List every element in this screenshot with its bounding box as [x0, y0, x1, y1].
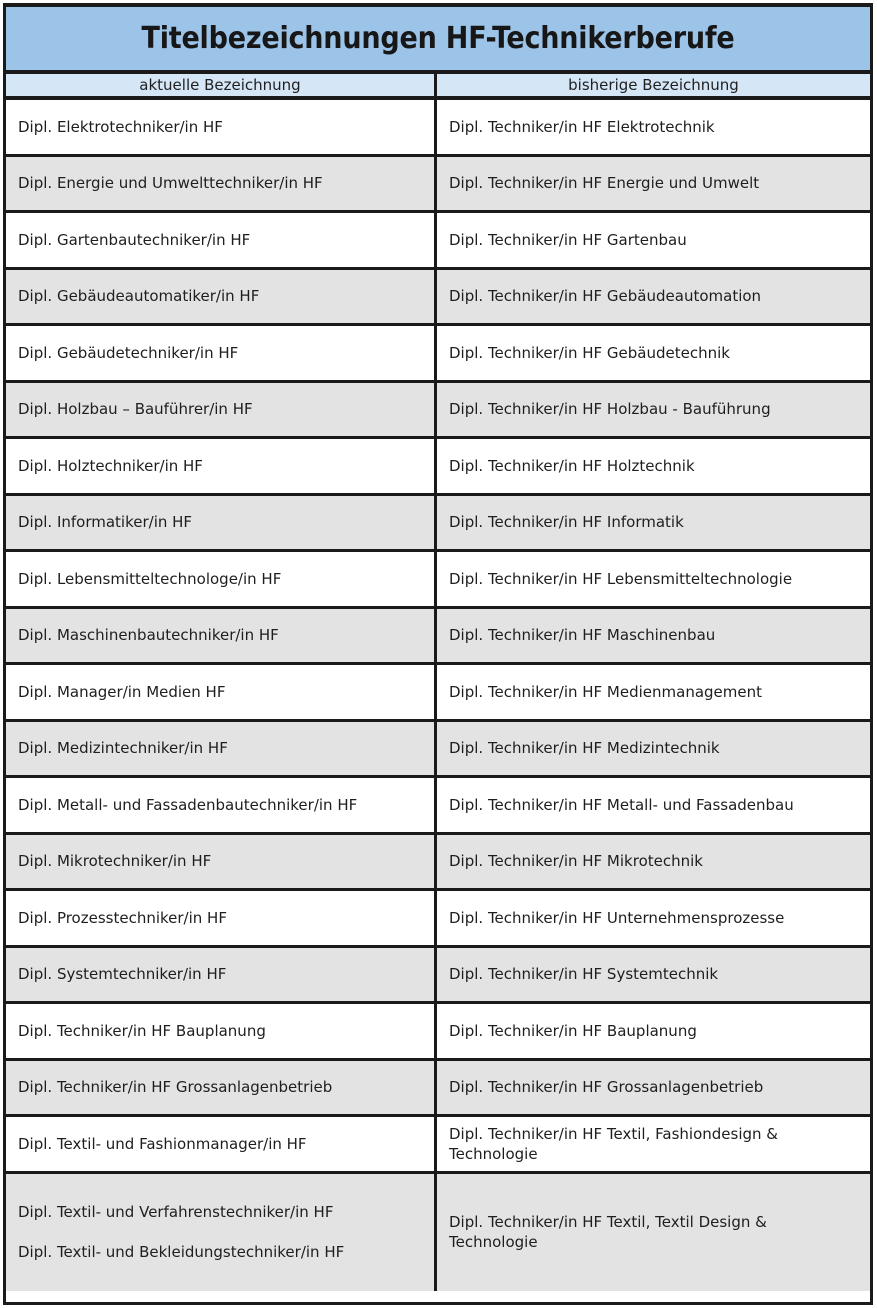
- cell-current-title: Dipl. Gartenbautechniker/in HF: [6, 213, 437, 267]
- cell-previous-title: Dipl. Techniker/in HF Grossanlagenbetrieb: [437, 1061, 870, 1115]
- column-header-current: aktuelle Bezeichnung: [6, 74, 437, 96]
- cell-previous-title: Dipl. Techniker/in HF Textil, Fashiondesign & Technologie: [437, 1117, 870, 1171]
- table-row: [6, 835, 870, 892]
- table-row: [6, 383, 870, 440]
- cell-current-title-group: [6, 1174, 437, 1291]
- cell-current-title: Dipl. Techniker/in HF Grossanlagenbetrieb: [6, 1061, 437, 1115]
- column-header-row: [6, 74, 870, 100]
- cell-previous-title: Dipl. Techniker/in HF Gartenbau: [437, 213, 870, 267]
- cell-current-title: Dipl. Lebensmitteltechnologe/in HF: [6, 552, 437, 606]
- cell-previous-title: Dipl. Techniker/in HF Holztechnik: [437, 439, 870, 493]
- cell-previous-title: Dipl. Techniker/in HF Lebensmitteltechnologie: [437, 552, 870, 606]
- page-title: Titelbezeichnungen HF-Technikerberufe: [141, 21, 735, 56]
- cell-current-title: Dipl. Systemtechniker/in HF: [6, 948, 437, 1002]
- cell-previous-title: Dipl. Techniker/in HF Energie und Umwelt: [437, 157, 870, 211]
- titles-comparison-table: [3, 3, 873, 1305]
- table-row: [6, 722, 870, 779]
- table-title-bar: [6, 7, 870, 74]
- cell-previous-title: Dipl. Techniker/in HF Bauplanung: [437, 1004, 870, 1058]
- table-row: [6, 270, 870, 327]
- column-header-previous: bisherige Bezeichnung: [437, 74, 870, 96]
- table-body: [6, 100, 870, 1291]
- cell-previous-title: Dipl. Techniker/in HF Informatik: [437, 496, 870, 550]
- cell-current-title: Dipl. Holzbau – Bauführer/in HF: [6, 383, 437, 437]
- cell-current-title: Dipl. Mikrotechniker/in HF: [6, 835, 437, 889]
- cell-current-title: Dipl. Manager/in Medien HF: [6, 665, 437, 719]
- cell-previous-title: Dipl. Techniker/in HF Systemtechnik: [437, 948, 870, 1002]
- cell-previous-title: Dipl. Techniker/in HF Textil, Textil Design & Technologie: [437, 1174, 870, 1291]
- cell-previous-title: Dipl. Techniker/in HF Mikrotechnik: [437, 835, 870, 889]
- table-row: [6, 326, 870, 383]
- cell-current-title: Dipl. Elektrotechniker/in HF: [6, 100, 437, 154]
- table-row: [6, 891, 870, 948]
- table-row: [6, 1061, 870, 1118]
- table-row: [6, 609, 870, 666]
- cell-current-title-line-1: Dipl. Textil- und Verfahrenstechniker/in HF: [18, 1202, 334, 1221]
- cell-previous-title: Dipl. Techniker/in HF Medienmanagement: [437, 665, 870, 719]
- cell-current-title-line-2: Dipl. Textil- und Bekleidungstechniker/in HF: [18, 1243, 345, 1262]
- table-row: [6, 100, 870, 157]
- cell-current-title: Dipl. Maschinenbautechniker/in HF: [6, 609, 437, 663]
- cell-current-title: Dipl. Prozesstechniker/in HF: [6, 891, 437, 945]
- table-row: [6, 157, 870, 214]
- cell-previous-title: Dipl. Techniker/in HF Gebäudetechnik: [437, 326, 870, 380]
- table-row: [6, 1117, 870, 1174]
- table-row: [6, 496, 870, 553]
- cell-previous-title: Dipl. Techniker/in HF Metall- und Fassadenbau: [437, 778, 870, 832]
- table-row: [6, 778, 870, 835]
- table-row: [6, 1004, 870, 1061]
- cell-previous-title: Dipl. Techniker/in HF Unternehmensprozesse: [437, 891, 870, 945]
- cell-previous-title: Dipl. Techniker/in HF Holzbau - Bauführung: [437, 383, 870, 437]
- cell-current-title: Dipl. Techniker/in HF Bauplanung: [6, 1004, 437, 1058]
- cell-previous-title: Dipl. Techniker/in HF Medizintechnik: [437, 722, 870, 776]
- cell-previous-title: Dipl. Techniker/in HF Elektrotechnik: [437, 100, 870, 154]
- table-row: [6, 439, 870, 496]
- table-row-merged: [6, 1174, 870, 1291]
- cell-current-title: Dipl. Energie und Umwelttechniker/in HF: [6, 157, 437, 211]
- table-row: [6, 552, 870, 609]
- cell-current-title: Dipl. Medizintechniker/in HF: [6, 722, 437, 776]
- table-row: [6, 665, 870, 722]
- table-row: [6, 213, 870, 270]
- table-row: [6, 948, 870, 1005]
- cell-current-title: Dipl. Informatiker/in HF: [6, 496, 437, 550]
- cell-current-title: Dipl. Gebäudeautomatiker/in HF: [6, 270, 437, 324]
- cell-current-title: Dipl. Metall- und Fassadenbautechniker/in HF: [6, 778, 437, 832]
- cell-current-title: Dipl. Gebäudetechniker/in HF: [6, 326, 437, 380]
- cell-previous-title: Dipl. Techniker/in HF Maschinenbau: [437, 609, 870, 663]
- cell-current-title: Dipl. Textil- und Fashionmanager/in HF: [6, 1117, 437, 1171]
- cell-current-title: Dipl. Holztechniker/in HF: [6, 439, 437, 493]
- cell-previous-title: Dipl. Techniker/in HF Gebäudeautomation: [437, 270, 870, 324]
